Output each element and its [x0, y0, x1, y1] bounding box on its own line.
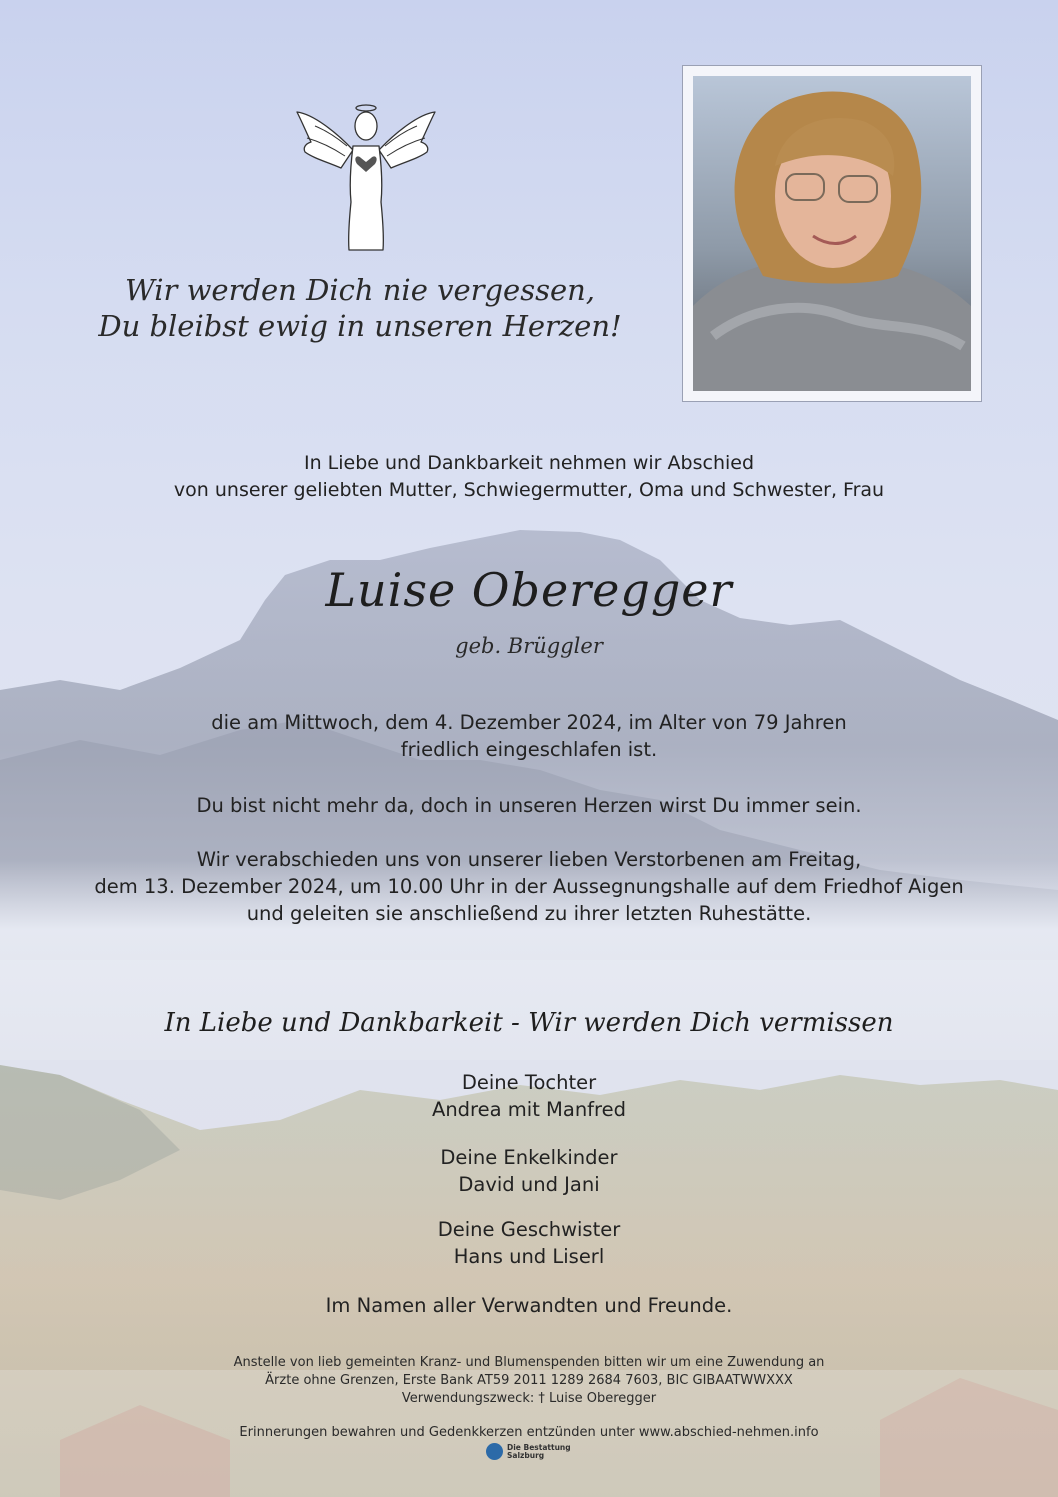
death-notice-line-1: die am Mittwoch, dem 4. Dezember 2024, im Alter von 79 Jahren [211, 711, 847, 734]
bestattung-logo [486, 1443, 571, 1460]
family-group-siblings [0, 1216, 1058, 1270]
portrait-photo [693, 76, 971, 391]
memorial-website-text: Erinnerungen bewahren und Gedenkkerzen entzünden unter www.abschied-nehmen.info [239, 1425, 819, 1440]
deceased-name: Luise Oberegger [325, 563, 733, 617]
death-notice-paragraph [0, 709, 1058, 763]
donation-line-2: Ärzte ohne Grenzen, Erste Bank AT59 2011 1289 2684 7603, BIC GIBAATWWXXX [265, 1373, 793, 1388]
quote-line-2: Du bleibst ewig in unseren Herzen! [98, 309, 622, 343]
logo-text [507, 1444, 571, 1460]
angel-icon [291, 102, 441, 256]
family-group-daughter [0, 1069, 1058, 1123]
family-role: Deine Enkelkinder [440, 1146, 618, 1169]
quote-line-1: Wir werden Dich nie vergessen, [124, 273, 596, 307]
bestattung-logo-icon [486, 1443, 503, 1460]
memorial-quote [60, 272, 660, 344]
funeral-details-paragraph [0, 846, 1058, 927]
family-names: Andrea mit Manfred [431, 1098, 627, 1121]
portrait-frame [682, 65, 982, 402]
remembrance-paragraph: Du bist nicht mehr da, doch in unseren Herzen wirst Du immer sein. [196, 794, 862, 817]
funeral-line-3: und geleiten sie anschließend zu ihrer letzten Ruhestätte. [246, 902, 812, 925]
family-names: David und Jani [458, 1173, 600, 1196]
death-notice-line-2: friedlich eingeschlafen ist. [400, 738, 658, 761]
donation-notice [0, 1354, 1058, 1408]
logo-line-2: Salzburg [507, 1450, 545, 1460]
family-group-grandchildren [0, 1144, 1058, 1198]
family-role: Deine Geschwister [437, 1218, 621, 1241]
intro-line-2: von unserer geliebten Mutter, Schwiegermutter, Oma und Schwester, Frau [173, 479, 885, 501]
intro-line-1: In Liebe und Dankbarkeit nehmen wir Abschied [303, 452, 755, 474]
donation-line-1: Anstelle von lieb gemeinten Kranz- und Blumenspenden bitten wir um eine Zuwendung an [233, 1355, 825, 1370]
funeral-line-1: Wir verabschieden uns von unserer lieben Verstorbenen am Freitag, [196, 848, 862, 871]
logo-line-1: Die Bestattung [507, 1442, 571, 1452]
intro-text [0, 450, 1058, 504]
birth-name: geb. Brüggler [455, 634, 603, 658]
funeral-line-2: dem 13. Dezember 2024, um 10.00 Uhr in der Aussegnungshalle auf dem Friedhof Aigen [94, 875, 964, 898]
family-role: Deine Tochter [461, 1071, 597, 1094]
closing-heading: In Liebe und Dankbarkeit - Wir werden Dich vermissen [164, 1008, 894, 1038]
relatives-line: Im Namen aller Verwandten und Freunde. [325, 1294, 733, 1317]
family-names: Hans und Liserl [453, 1245, 605, 1268]
donation-line-3: Verwendungszweck: † Luise Oberegger [401, 1391, 657, 1406]
